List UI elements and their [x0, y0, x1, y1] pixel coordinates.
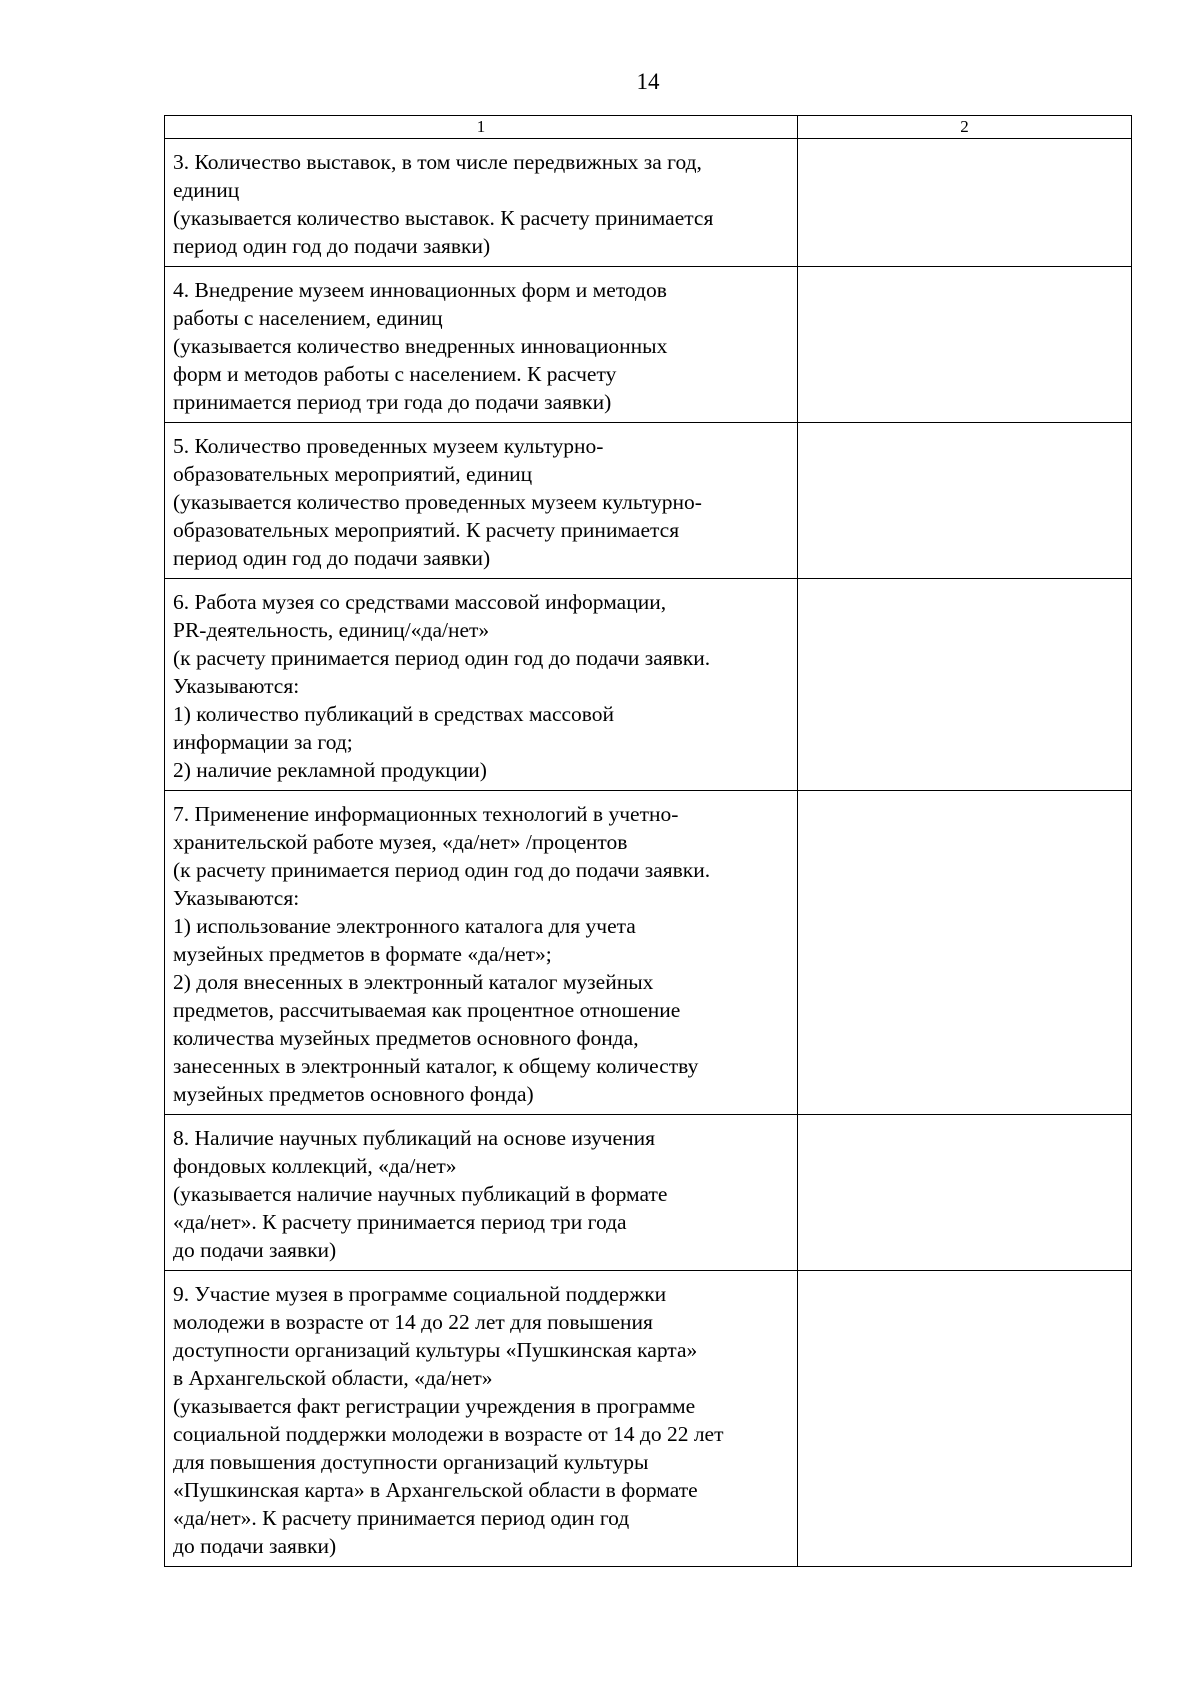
criterion-value-cell[interactable] — [798, 1271, 1132, 1567]
criterion-text-line: хранительской работе музея, «да/нет» /процентов — [173, 830, 628, 854]
criterion-text-line: 8. Наличие научных публикаций на основе изучения — [173, 1126, 655, 1150]
column-header-1: 1 — [165, 116, 798, 139]
criterion-text-line: образовательных мероприятий, единиц — [173, 462, 533, 486]
table-row — [165, 1271, 1132, 1567]
criterion-text-line: 1) использование электронного каталога для учета — [173, 914, 636, 938]
criterion-text-line: занесенных в электронный каталог, к общему количеству — [173, 1054, 699, 1078]
criterion-text-line: до подачи заявки) — [173, 1238, 337, 1262]
criterion-text-line: 4. Внедрение музеем инновационных форм и методов — [173, 278, 667, 302]
criterion-description-cell — [165, 1115, 798, 1271]
criterion-text-line: 9. Участие музея в программе социальной поддержки — [173, 1282, 667, 1306]
criterion-text-line: для повышения доступности организаций культуры — [173, 1450, 649, 1474]
criterion-text-line: образовательных мероприятий. К расчету принимается — [173, 518, 680, 542]
criterion-text-line: принимается период три года до подачи заявки) — [173, 390, 612, 414]
criterion-text-line: 7. Применение информационных технологий в учетно- — [173, 802, 679, 826]
table-row — [165, 139, 1132, 267]
table-row — [165, 423, 1132, 579]
criterion-text-line: период один год до подачи заявки) — [173, 234, 491, 258]
criterion-text-line: (к расчету принимается период один год до подачи заявки. — [173, 646, 711, 670]
criterion-description-cell — [165, 1271, 798, 1567]
column-header-2: 2 — [798, 116, 1132, 139]
criterion-text-line: «да/нет». К расчету принимается период три года — [173, 1210, 627, 1234]
criterion-text-line: до подачи заявки) — [173, 1534, 337, 1558]
criterion-description-cell — [165, 267, 798, 423]
criterion-value-cell[interactable] — [798, 791, 1132, 1115]
criterion-value-cell[interactable] — [798, 1115, 1132, 1271]
criterion-text-line: форм и методов работы с населением. К расчету — [173, 362, 617, 386]
criterion-description-cell — [165, 139, 798, 267]
criterion-text-line: (указывается количество выставок. К расчету принимается — [173, 206, 714, 230]
criterion-text-line: доступности организаций культуры «Пушкинская карта» — [173, 1338, 698, 1362]
criterion-value-cell[interactable] — [798, 267, 1132, 423]
criterion-text-line: (указывается количество проведенных музеем культурно- — [173, 490, 702, 514]
criterion-text-line: музейных предметов основного фонда) — [173, 1082, 534, 1106]
criterion-text-line: фондовых коллекций, «да/нет» — [173, 1154, 457, 1178]
table-row — [165, 791, 1132, 1115]
table-row — [165, 579, 1132, 791]
criterion-text-line: «да/нет». К расчету принимается период один год — [173, 1506, 630, 1530]
criterion-text-line: в Архангельской области, «да/нет» — [173, 1366, 493, 1390]
criterion-text-line: (указывается наличие научных публикаций в формате — [173, 1182, 668, 1206]
criterion-text-line: предметов, рассчитываемая как процентное отношение — [173, 998, 681, 1022]
criterion-text-line: 2) доля внесенных в электронный каталог музейных — [173, 970, 654, 994]
criterion-text-line: социальной поддержки молодежи в возрасте от 14 до 22 лет — [173, 1422, 724, 1446]
table-header-row — [165, 116, 1132, 139]
criterion-text-line: 6. Работа музея со средствами массовой информации, — [173, 590, 667, 614]
criterion-text-line: 3. Количество выставок, в том числе передвижных за год, — [173, 150, 702, 174]
table-row — [165, 267, 1132, 423]
criterion-value-cell[interactable] — [798, 423, 1132, 579]
criterion-text-line: период один год до подачи заявки) — [173, 546, 491, 570]
criterion-description-cell — [165, 579, 798, 791]
criterion-value-cell[interactable] — [798, 579, 1132, 791]
criterion-description-cell — [165, 791, 798, 1115]
criterion-text-line: «Пушкинская карта» в Архангельской области в формате — [173, 1478, 698, 1502]
criterion-text-line: (указывается количество внедренных инновационных — [173, 334, 668, 358]
criterion-value-cell[interactable] — [798, 139, 1132, 267]
table-row — [165, 1115, 1132, 1271]
page-number: 14 — [636, 69, 660, 94]
criterion-text-line: 1) количество публикаций в средствах массовой — [173, 702, 615, 726]
criterion-text-line: работы с населением, единиц — [173, 306, 443, 330]
criterion-text-line: (к расчету принимается период один год до подачи заявки. — [173, 858, 711, 882]
criterion-text-line: информации за год; — [173, 730, 353, 754]
criterion-text-line: Указываются: — [173, 886, 300, 910]
criteria-table — [164, 115, 1132, 1567]
criterion-description-cell — [165, 423, 798, 579]
criterion-text-line: молодежи в возрасте от 14 до 22 лет для повышения — [173, 1310, 653, 1334]
criterion-text-line: музейных предметов в формате «да/нет»; — [173, 942, 552, 966]
criterion-text-line: PR-деятельность, единиц/«да/нет» — [173, 618, 490, 642]
criterion-text-line: количества музейных предметов основного фонда, — [173, 1026, 639, 1050]
criterion-text-line: 2) наличие рекламной продукции) — [173, 758, 487, 782]
criterion-text-line: (указывается факт регистрации учреждения в программе — [173, 1394, 696, 1418]
criterion-text-line: Указываются: — [173, 674, 300, 698]
criterion-text-line: 5. Количество проведенных музеем культурно- — [173, 434, 604, 458]
criterion-text-line: единиц — [173, 178, 240, 202]
